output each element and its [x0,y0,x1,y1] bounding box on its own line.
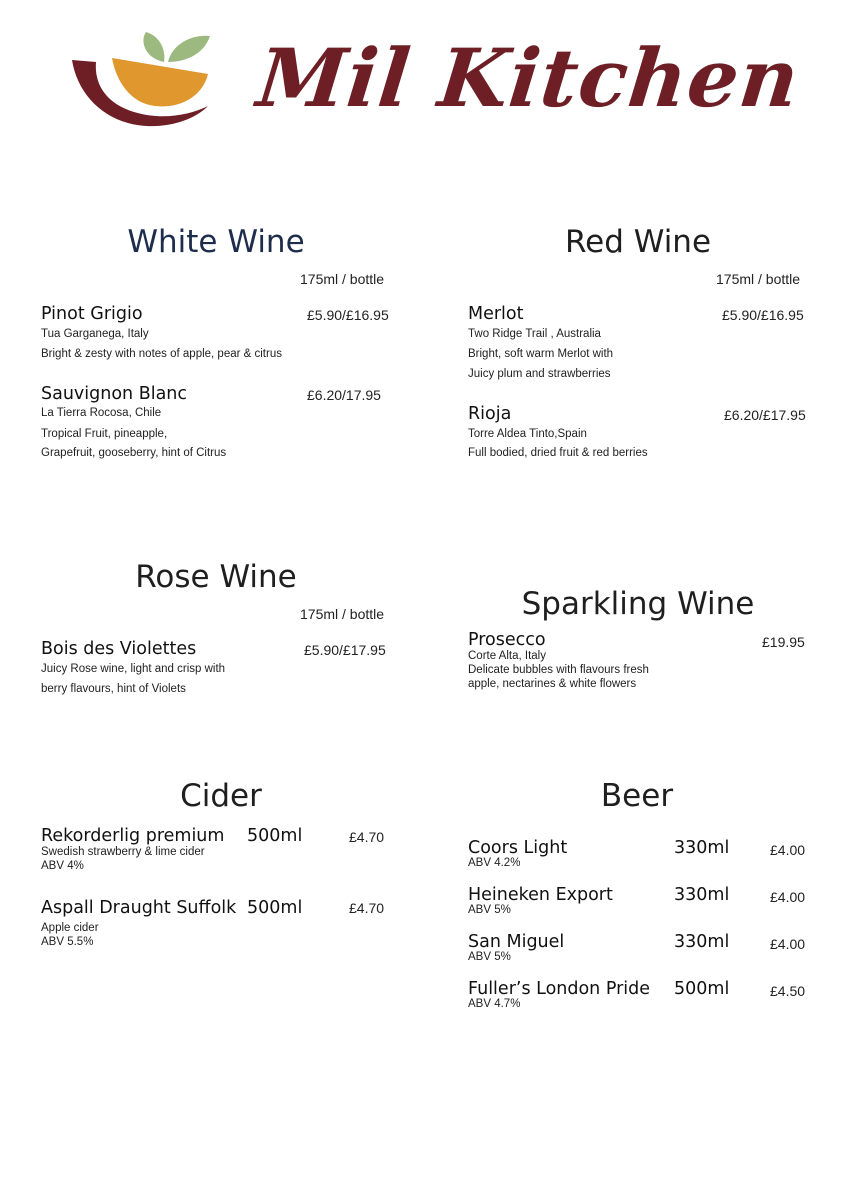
wine-origin: La Tierra Rocosa, Chile [41,407,162,419]
beer-volume: 500ml [674,979,730,999]
rose-wine-title: Rose Wine [135,559,297,595]
white-wine-title: White Wine [127,224,305,260]
beer-price: £4.50 [770,983,806,999]
cider-name: Aspall Draught Suffolk [41,898,237,918]
wine-notes: Bright & zesty with notes of apple, pear & citrus [41,348,282,360]
wine-notes: Grapefruit, gooseberry, hint of Citrus [41,447,227,459]
beer-price: £4.00 [770,889,806,905]
white-wine-measure: 175ml / bottle [300,271,385,287]
wine-notes: berry flavours, hint of Violets [41,683,186,695]
beer-abv: ABV 5% [468,951,511,963]
beer-name: Fuller’s London Pride [468,979,651,999]
mil-kitchen-logo [68,28,216,132]
wine-name: Rioja [468,404,512,424]
wine-origin: Tua Garganega, Italy [41,328,149,340]
beer-title: Beer [600,778,674,814]
wine-name: Merlot [468,304,524,324]
cider-volume: 500ml [247,826,303,846]
beer-name: Heineken Export [468,885,613,905]
wine-price: £19.95 [762,634,805,650]
cider-name: Rekorderlig premium [41,826,225,846]
cider-abv: ABV 4% [41,860,84,872]
wine-notes: Tropical Fruit, pineapple, [41,428,168,440]
cider-description: Apple cider [41,922,99,934]
beer-abv: ABV 4.7% [468,998,521,1010]
wine-name: Prosecco [468,630,546,650]
red-wine-measure: 175ml / bottle [716,271,801,287]
logo-leaf-left [143,32,164,62]
wine-price: £5.90/£17.95 [304,642,386,658]
wine-name: Sauvignon Blanc [41,384,188,404]
wine-price: £6.20/£17.95 [724,407,806,423]
cider-abv: ABV 5.5% [41,936,94,948]
beer-volume: 330ml [674,932,730,952]
beer-price: £4.00 [770,842,806,858]
logo-bowl [112,58,208,106]
wine-notes: Delicate bubbles with flavours fresh [468,664,649,676]
beer-price: £4.00 [770,936,806,952]
beer-volume: 330ml [674,838,730,858]
brand-name: Mil Kitchen [253,31,804,125]
wine-price: £5.90/£16.95 [307,307,389,323]
beer-abv: ABV 4.2% [468,857,521,869]
wine-origin: Torre Aldea Tinto,Spain [468,428,587,440]
wine-price: £6.20/17.95 [307,387,381,403]
rose-wine-measure: 175ml / bottle [300,606,385,622]
wine-name: Bois des Violettes [41,639,197,659]
beer-abv: ABV 5% [468,904,511,916]
wine-notes: Juicy Rose wine, light and crisp with [41,663,226,675]
logo-leaf-right [168,36,210,62]
wine-notes: apple, nectarines & white flowers [468,678,637,690]
cider-volume: 500ml [247,898,303,918]
cider-description: Swedish strawberry & lime cider [41,846,205,858]
wine-origin: Corte Alta, Italy [468,650,546,662]
sparkling-wine-title: Sparkling Wine [521,586,755,622]
cider-price: £4.70 [349,900,385,916]
beer-name: San Miguel [468,932,565,952]
cider-price: £4.70 [349,829,385,845]
wine-price: £5.90/£16.95 [722,307,804,323]
wine-notes: Full bodied, dried fruit & red berries [468,447,648,459]
beer-volume: 330ml [674,885,730,905]
red-wine-title: Red Wine [564,224,712,260]
wine-notes: Juicy plum and strawberries [468,368,611,380]
beer-name: Coors Light [468,838,568,858]
cider-title: Cider [180,778,262,814]
wine-name: Pinot Grigio [41,304,143,324]
wine-origin: Two Ridge Trail , Australia [468,328,601,340]
wine-notes: Bright, soft warm Merlot with [468,348,614,360]
